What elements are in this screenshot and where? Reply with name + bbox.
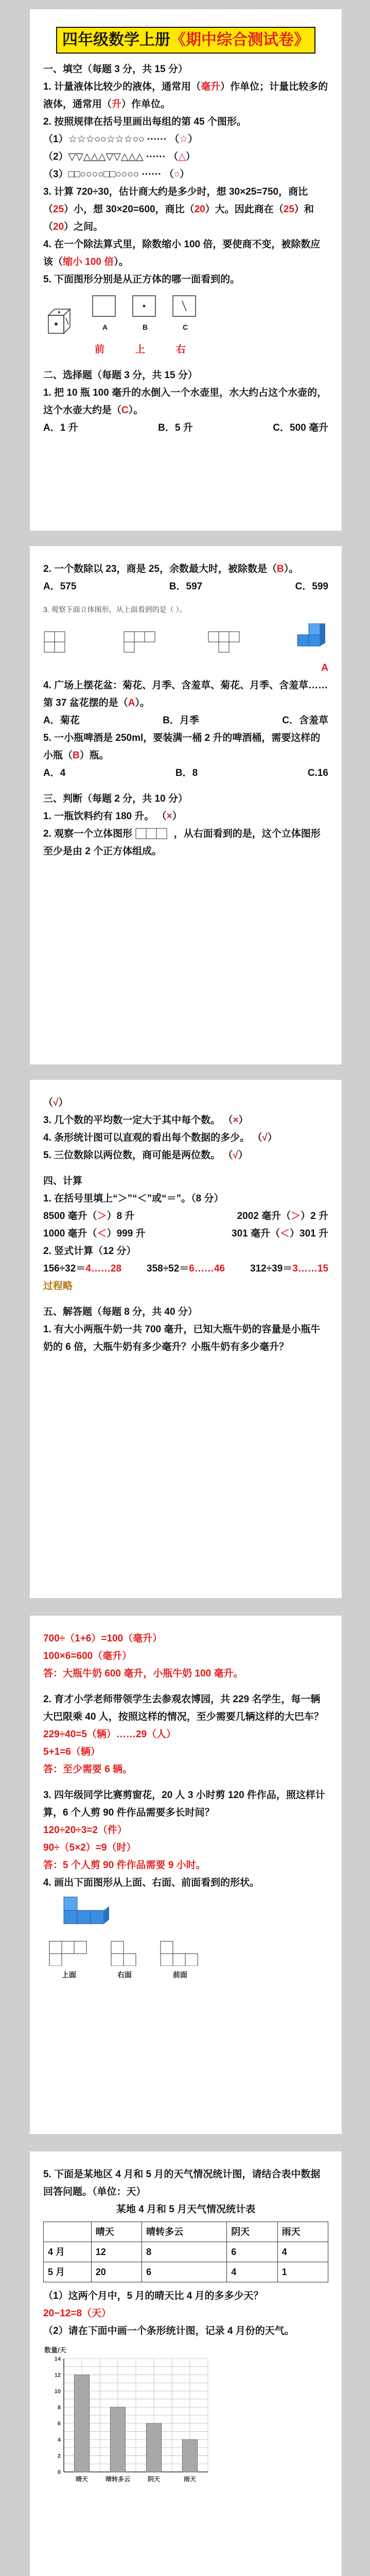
s1-q2-row: （2）▽▽△△△▽▽△△△ ······ （△） [43,151,196,162]
s5-q5-sub1: （1）这两个月中，5 月的晴天比 4 月的多多少天？ [43,2291,263,2301]
s2-q3-options [43,623,328,654]
s1-q5-answers: 前 上 右 [95,344,186,355]
bar-chart-svg [43,2343,218,2498]
x-tick-label: 晴天 [75,2476,89,2483]
view-right: 右面 [110,1940,139,1984]
exam-page-5 [30,2151,342,2576]
right-view-shape-icon [110,1940,139,1966]
exam-page-3 [30,1080,342,1598]
row-cubes-icon [135,827,171,841]
y-tick-label: 2 [57,2453,61,2460]
table-row: 5 月 20 6 4 1 [44,2262,328,2282]
s5-q3-step: 答：5 个人剪 90 件作品需要 9 小时。 [43,1860,206,1871]
view-b: B [131,294,160,336]
y-tick-label: 0 [57,2469,61,2476]
s2-q1-options: A．1 升 B．5 升 C．500 毫升 [43,422,328,433]
top-view-b-icon [123,631,159,654]
s1-q4: 4. 在一个除法算式里，除数缩小 100 倍，要使商不变，被除数应该（缩小 100 倍）。 [43,239,321,267]
top-view-c-icon [207,631,243,654]
exam-page-1 [30,9,342,531]
s1-q1: 1. 计量液体比较少的液体，通常用（毫升）作单位；计量比较多的液体，通常用（升）作单位。 [43,81,328,110]
y-axis-label: 数量/天 [44,2346,66,2354]
answer: 毫升 [201,81,221,92]
s1-q2-row: （1）☆☆☆○○☆☆☆○○ ······ （☆） [43,134,198,145]
stacked-cubes-icon [59,1895,115,1929]
view-c: C [171,294,200,336]
s5-q3-step: 120÷20÷3=2（件） [43,1825,127,1836]
s3-q4: 4. 条形统计图可以直观的看出每个数据的多少。 （√） [43,1132,277,1143]
s5-q5-sub2: （2）请在下面中画一个条形统计图，记录 4 月份的天气。 [43,2326,294,2336]
view-top: 上面 [48,1940,90,1984]
s4-q2-note: 过程略 [43,1281,73,1292]
stacked-cubes-icon [292,623,328,654]
weather-table [43,2222,328,2282]
s5-q1-step: 700÷（1+6）=100（毫升） [43,1633,163,1644]
title-plain: 四年级数学上册 [62,31,170,48]
bar-晴天 [74,2375,89,2472]
s1-q3: 3. 计算 720÷30，估计商大约是多少时，想 30×25=750，商比（25）小，想 30×20=600，商比（20）大。因此商在（25）和（20）之间。 [43,187,314,232]
section4-heading: 四、计算 [43,1176,83,1187]
s2-q4: 4. 广场上摆花盆：菊花、月季、含羞草、菊花、月季、含羞草……第 37 盆花摆的是（A）。 [43,680,328,708]
s5-q1-step: 答：大瓶牛奶 600 毫升，小瓶牛奶 100 毫升。 [43,1668,243,1679]
bar-雨天 [182,2439,197,2472]
bar-阴天 [146,2424,161,2472]
section1-heading: 一、填空（每题 3 分，共 15 分） [43,64,188,75]
x-tick-label: 雨天 [183,2476,197,2483]
answer: △ [178,151,186,162]
s4-q2-items: 156÷32＝4……28 358÷52＝6……46 312÷39＝3……15 [43,1263,328,1274]
s5-q5-sub1-answer: 20−12=8（天） [43,2308,112,2319]
answer: 升 [112,99,122,110]
exam-page-4 [30,1616,342,2134]
s3-q1: 1. 一瓶饮料约有 180 升。 （×） [43,811,182,822]
s5-q2-step: 5+1=6（辆） [43,1747,100,1757]
s3-q5: 5. 三位数除以两位数，商可能是两位数。 （√） [43,1150,248,1161]
s5-q2: 2. 育才小学老师带领学生去参观农博园，共 229 名学生，每一辆大巴限乘 40 人，按照这样的情况，至少需要几辆这样的大巴车？ [43,1694,324,1722]
x-tick-label: 阴天 [147,2476,161,2483]
answer: ☆ [179,134,188,145]
y-tick-label: 12 [54,2372,61,2379]
title-highlight: 《期中综合测试卷》 [170,31,309,48]
cube-icon [43,305,79,336]
front-view-shape-icon [160,1940,201,1966]
s4-q2: 2. 竖式计算（12 分） [43,1246,136,1257]
exam-title [43,27,328,54]
section2-heading: 二、选择题（每题 3 分，共 15 分） [43,370,198,381]
s5-q4: 4. 画出下面图形从上面、右面、前面看到的形状。 [43,1877,260,1888]
s2-q4-options: A．菊花 B．月季 C．含羞草 [43,715,328,726]
s2-q3: 3. 观察下面立体图形，从上面看到的是（ ）。 [43,605,187,614]
s3-q2: 2. 观察一个立体图形 ，从右面看到的是，这个立体图形至少是由 2 个正方体组成。 [43,825,328,860]
y-tick-label: 14 [54,2356,61,2362]
exam-page-2 [30,546,342,1064]
section5-heading: 五、解答题（每题 8 分，共 40 分） [43,1307,198,1317]
y-tick-label: 6 [57,2420,61,2427]
top-view-a-icon [43,631,74,654]
s5-q2-step: 答：至少需要 6 辆。 [43,1764,133,1775]
s5-q5: 5. 下面是某地区 4 月和 5 月的天气情况统计图，请结合表中数据回答问题。（单位：天） [43,2169,321,2197]
y-tick-label: 8 [57,2404,61,2411]
s4-q1-row: 1000 毫升（＜）999 升 301 毫升（＜）301 升 [43,1228,328,1239]
s2-q5-options: A．4 B．8 C.16 [43,768,328,778]
s2-q2: 2. 一个数除以 23，商是 25，余数最大时，被除数是（B）。 [43,564,299,574]
view-a: A [91,294,119,336]
s5-q2-step: 229÷40=5（辆）……29（人） [43,1729,177,1740]
s4-q1-row: 8500 毫升（＞）8 升 2002 毫升（＞）2 升 [43,1211,328,1222]
face-line-icon [171,294,200,318]
table-header-row: 晴天 晴转多云 阴天 雨天 [44,2222,328,2242]
s5-q1: 1. 有大小两瓶牛奶一共 700 毫升，已知大瓶牛奶的容量是小瓶牛奶的 6 倍，大瓶牛奶有多少毫升？小瓶牛奶有多少毫升？ [43,1324,321,1352]
s2-q2-options: A．575 B．597 C．599 [43,581,328,592]
s2-q3-answer: A [321,663,328,673]
s5-q3-step: 90÷（5×2）=9（时） [43,1842,136,1853]
weather-table-title: 某地 4 月和 5 月天气情况统计表 [116,2204,256,2215]
s3-q3: 3. 几个数的平均数一定大于其中每个数。 （×） [43,1115,249,1126]
y-tick-label: 4 [57,2437,61,2444]
section3-heading: 三、判断（每题 2 分，共 10 分） [43,793,188,804]
view-front: 前面 [160,1940,201,1984]
face-dot-icon [131,294,160,318]
s5-q4-views [48,1940,328,1984]
s2-q5: 5. 一小瓶啤酒是 250ml，要装满一桶 2 升的啤酒桶，需要这样的小瓶（B）瓶。 [43,733,321,761]
x-tick-label: 晴转多云 [105,2476,131,2483]
s4-q1: 1. 在括号里填上“＞”“＜”或“＝”。（8 分） [43,1193,224,1204]
s1-q5: 5. 下面图形分别是从正方体的哪一面看到的。 [43,274,240,285]
s1-q2: 2. 按照规律在括号里画出每组的第 45 个图形。 [43,116,246,127]
bar-晴转多云 [110,2407,125,2472]
face-square-icon [91,294,119,318]
cube-views-row [43,294,328,336]
s5-q3: 3. 四年级同学比赛剪窗花，20 人 3 小时剪 120 件作品，照这样计算，6 个人剪 90 件作品需要多长时间？ [43,1790,325,1818]
s2-q1: 1. 把 10 瓶 100 毫升的水倒入一个水壶里，水大约占这个水壶的，这个水壶大约是（C）。 [43,387,327,416]
answer: ○ [173,169,180,180]
s3-q2-answer: （√） [43,1097,68,1108]
s5-q1-step: 100×6=600（毫升） [43,1651,132,1662]
y-tick-label: 10 [54,2388,61,2395]
weather-bar-chart [43,2343,328,2504]
table-row: 4 月 12 8 6 4 [44,2242,328,2262]
s1-q2-row: （3）□□○○○○□□○○○○ ······ （○） [43,169,190,180]
top-view-shape-icon [48,1940,90,1966]
